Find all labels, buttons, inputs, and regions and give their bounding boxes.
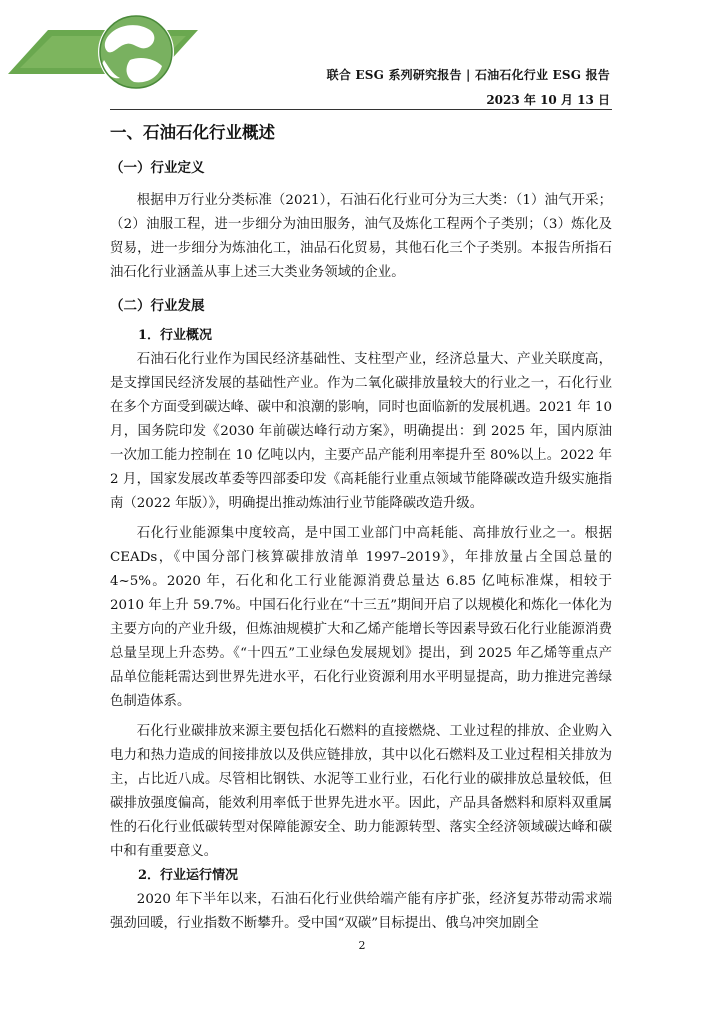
- paragraph-overview-3: 石化行业碳排放来源主要包括化石燃料的直接燃烧、工业过程的排放、企业购入电力和热力造成的间接排放以及供应链排放，其中以化石燃料及工业过程相关排放为主，占比近八成。尽管相比钢铁、水泥等工业行业，石化行业的碳排放总量较低，但碳排放强度偏高，能效利用率低于世界先进水平。因此，产品具备燃料和原料双重属性的石化行业低碳转型对保障能源安全、助力能源转型、落实全经济领域碳达峰和碳中和有重要意义。: [110, 724, 612, 859]
- subsection-heading-development: （二）行业发展: [110, 298, 205, 314]
- report-header-title: 联合 ESG 系列研究报告 | 石油石化行业 ESG 报告: [326, 68, 610, 82]
- item-heading-overview: 1．行业概况: [138, 328, 213, 343]
- paragraph-operation: 2020 年下半年以来，石油石化行业供给端产能有序扩张，经济复苏带动需求端强劲回暖，行业指数不断攀升。受中国“双碳”目标提出、俄乌冲突加剧全: [110, 892, 612, 931]
- page-body: [110, 120, 612, 936]
- page-number: 2: [358, 939, 366, 952]
- paragraph-overview-2: 石化行业能源集中度较高，是中国工业部门中高耗能、高排放行业之一。根据 CEADs，《中国分部门核算碳排放清单 1997–2019》，年排放量占全国总量的 4~5%。2020 年，石化和化工行业能源消费总量达 6.85 亿吨标准煤，相较于 2010 年上升 59.7%。中国石化行业在“十三五”期间开启了以规模化和炼化一体化为主要方向的产业升级，但炼油规模扩大和乙烯产能增长等因素导致石化行业能源消费总量呈现上升态势。《“十四五”工业绿色发展规划》提出，到 2025 年乙烯等重点产品单位能耗需达到世界先进水平，石化行业资源利用水平明显提高，助力推进完善绿色制造体系。: [110, 526, 612, 709]
- item-heading-operation: 2．行业运行情况: [138, 868, 239, 883]
- subsection-heading-definition: （一）行业定义: [110, 160, 205, 176]
- header-divider: [110, 109, 612, 110]
- paragraph-definition: 根据申万行业分类标准（2021），石油石化行业可分为三大类：（1）油气开采；（2）油服工程，进一步细分为油田服务，油气及炼化工程两个子类别；（3）炼化及贸易，进一步细分为炼油化工，油品石化贸易，其他石化三个子类别。本报告所指石油石化行业涵盖从事上述三大类业务领域的企业。: [110, 193, 612, 280]
- paragraph-overview-1: 石油石化行业作为国民经济基础性、支柱型产业，经济总量大、产业关联度高，是支撑国民经济发展的基础性产业。作为二氧化碳排放量较大的行业之一，石化行业在多个方面受到碳达峰、碳中和浪潮的影响，同时也面临新的发展机遇。2021 年 10 月，国务院印发《2030 年前碳达峰行动方案》，明确提出：到 2025 年，国内原油一次加工能力控制在 10 亿吨以内，主要产品产能利用率提升至 80%以上。2022 年 2 月，国家发展改革委等四部委印发《高耗能行业重点领域节能降碳改造升级实施指南（2022 年版）》，明确提出推动炼油行业节能降碳改造升级。: [110, 352, 612, 511]
- section-heading: 一、石油石化行业概述: [110, 123, 275, 142]
- globe-logo: [8, 8, 308, 100]
- report-header-date: 2023 年 10 月 13 日: [486, 93, 610, 107]
